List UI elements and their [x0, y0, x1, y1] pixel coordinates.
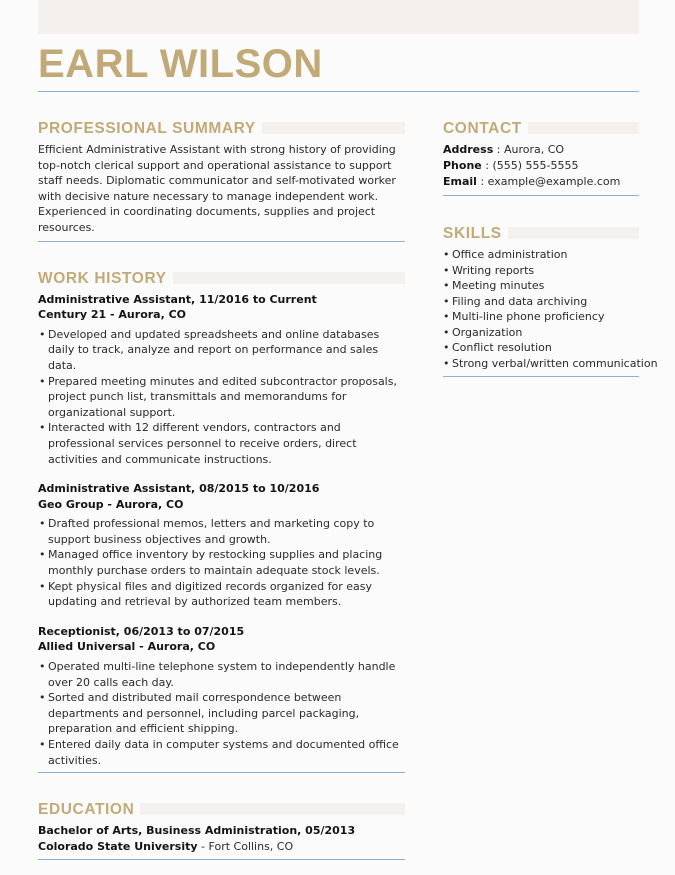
job-separator: -	[103, 497, 116, 511]
bullet-dot: •	[39, 691, 46, 705]
job-bullet-text: Entered daily data in computer systems and documented office activities.	[48, 738, 399, 767]
job-bullet-text: Interacted with 12 different vendors, contractors and professional services personnel to receive orders, direct activities and communicate instructions.	[48, 421, 357, 466]
job-bullet-text: Operated multi-line telephone system to independently handle over 20 calls each day.	[48, 660, 396, 689]
education-heading	[38, 801, 405, 819]
bullet-dot: •	[443, 263, 450, 277]
job-location: Aurora, CO	[115, 497, 184, 511]
job-bullet-list	[38, 516, 405, 610]
bullet-dot: •	[39, 660, 46, 674]
job-entry	[38, 481, 405, 610]
job-bullet	[38, 547, 405, 578]
job-bullet	[38, 516, 405, 547]
contact-heading-band	[515, 122, 639, 134]
work-history-section	[38, 270, 405, 774]
job-entry	[38, 292, 405, 468]
job-bullet	[38, 659, 405, 690]
job-bullet	[38, 690, 405, 737]
contact-section	[443, 120, 639, 196]
skill-item	[443, 325, 639, 341]
education-location: Fort Collins, CO	[208, 839, 294, 853]
contact-phone-label: Phone	[443, 159, 482, 172]
education-heading-band	[128, 803, 405, 815]
job-company-line	[38, 497, 405, 513]
job-company: Geo Group	[38, 497, 104, 511]
contact-title: CONTACT	[443, 120, 528, 138]
skill-item	[443, 309, 639, 325]
job-bullet	[38, 327, 405, 374]
bullet-dot: •	[443, 294, 450, 308]
job-title: Administrative Assistant, 11/2016 to Current	[38, 292, 317, 306]
education-school: Colorado State University	[38, 839, 198, 853]
skill-item	[443, 278, 639, 294]
skill-text: Filing and data archiving	[452, 294, 588, 308]
job-bullet-text: Drafted professional memos, letters and marketing copy to support business objectives and growth.	[48, 517, 375, 546]
contact-separator: :	[493, 143, 504, 156]
skills-title: SKILLS	[443, 225, 508, 243]
education-separator: -	[197, 839, 209, 853]
candidate-name: EARL WILSON	[38, 42, 323, 86]
header-band	[38, 0, 639, 34]
contact-divider	[443, 195, 639, 196]
bullet-dot: •	[39, 421, 46, 435]
contact-address	[443, 142, 639, 158]
bullet-dot: •	[443, 279, 450, 292]
job-bullet	[38, 374, 405, 421]
skill-item	[443, 356, 658, 372]
summary-text: Efficient Administrative Assistant with strong history of providing top-notch clerical support and operational assistance to support staff needs. Diplomatic communicator and self-motivated worker with decisive nature necessary to manage independent work. Experienced in coordinating documents, supplies and project resources.	[38, 143, 396, 234]
skills-heading-band	[498, 227, 639, 239]
contact-email-value: example@example.com	[487, 175, 621, 188]
bullet-dot: •	[39, 327, 46, 341]
bullet-dot: •	[39, 517, 46, 531]
contact-separator: :	[481, 159, 493, 172]
job-bullet	[38, 420, 405, 467]
job-bullet-list	[38, 327, 405, 467]
skill-text: Writing reports	[452, 263, 535, 277]
skill-item	[443, 263, 639, 279]
job-bullet-text: Developed and updated spreadsheets and online databases daily to track, analyze and report on performance and sales data.	[48, 327, 380, 372]
job-entry	[38, 624, 405, 768]
bullet-dot: •	[443, 341, 450, 354]
contact-address-label: Address	[443, 143, 494, 156]
skill-text: Multi-line phone proficiency	[452, 310, 605, 323]
job-company: Allied Universal	[38, 640, 136, 654]
left-column	[38, 120, 405, 860]
contact-separator: :	[476, 175, 488, 188]
skill-text: Strong verbal/written communication	[452, 356, 658, 370]
job-separator: -	[135, 640, 148, 654]
job-bullet	[38, 737, 405, 768]
job-bullet-text: Prepared meeting minutes and edited subcontractor proposals, project punch list, transmittals and memorandums for organizational support.	[48, 374, 397, 419]
job-company-line	[38, 307, 405, 323]
header-divider	[38, 91, 639, 92]
job-title: Administrative Assistant, 08/2015 to 10/2016	[38, 482, 320, 496]
summary-heading	[38, 120, 405, 138]
contact-phone	[443, 158, 639, 174]
job-bullet	[38, 579, 405, 610]
summary-title: PROFESSIONAL SUMMARY	[38, 120, 262, 138]
contact-address-value: Aurora, CO	[503, 143, 565, 156]
skills-heading	[443, 225, 639, 243]
job-location: Aurora, CO	[147, 640, 216, 654]
summary-divider	[38, 241, 405, 242]
bullet-dot: •	[39, 738, 46, 751]
skill-item	[443, 340, 639, 356]
skill-item	[443, 247, 639, 263]
skill-text: Organization	[452, 325, 523, 339]
job-bullet-list	[38, 659, 405, 768]
bullet-dot: •	[39, 579, 46, 593]
education-school-line	[38, 839, 405, 855]
skills-section	[443, 225, 658, 377]
bullet-dot: •	[443, 310, 450, 323]
contact-email-label: Email	[443, 175, 477, 188]
work-history-heading-band	[158, 272, 405, 284]
skill-item	[443, 294, 639, 310]
bullet-dot: •	[443, 325, 450, 339]
contact-heading	[443, 120, 639, 138]
education-section	[38, 801, 405, 860]
summary-section	[38, 120, 405, 242]
bullet-dot: •	[39, 374, 46, 388]
contact-phone-value: (555) 555-5555	[492, 159, 579, 172]
job-bullet-text: Managed office inventory by restocking supplies and placing monthly purchase orders to maintain adequate stock levels.	[48, 548, 383, 578]
job-location: Aurora, CO	[118, 308, 187, 322]
work-history-divider	[38, 772, 405, 773]
contact-email	[443, 174, 639, 190]
skills-list	[443, 247, 658, 371]
education-degree: Bachelor of Arts, Business Administration, 05/2013	[38, 824, 356, 838]
skill-text: Meeting minutes	[452, 279, 545, 292]
job-separator: -	[106, 308, 119, 322]
skills-divider	[443, 376, 639, 377]
job-bullet-text: Kept physical files and digitized records organized for easy updating and retrieval by authorized team members.	[48, 579, 373, 609]
right-column	[443, 120, 658, 377]
job-bullet-text: Sorted and distributed mail correspondence between departments and personnel, including parcel packaging, preparation and efficient shipping.	[48, 691, 360, 736]
skill-text: Office administration	[452, 248, 568, 261]
work-history-title: WORK HISTORY	[38, 270, 173, 288]
education-divider	[38, 859, 405, 860]
bullet-dot: •	[443, 248, 450, 261]
work-history-heading	[38, 270, 405, 288]
skill-text: Conflict resolution	[452, 341, 552, 354]
education-title: EDUCATION	[38, 801, 140, 819]
job-company: Century 21	[38, 308, 107, 322]
job-company-line	[38, 639, 405, 655]
bullet-dot: •	[443, 356, 450, 370]
job-title: Receptionist, 06/2013 to 07/2015	[38, 624, 245, 638]
bullet-dot: •	[39, 548, 46, 562]
